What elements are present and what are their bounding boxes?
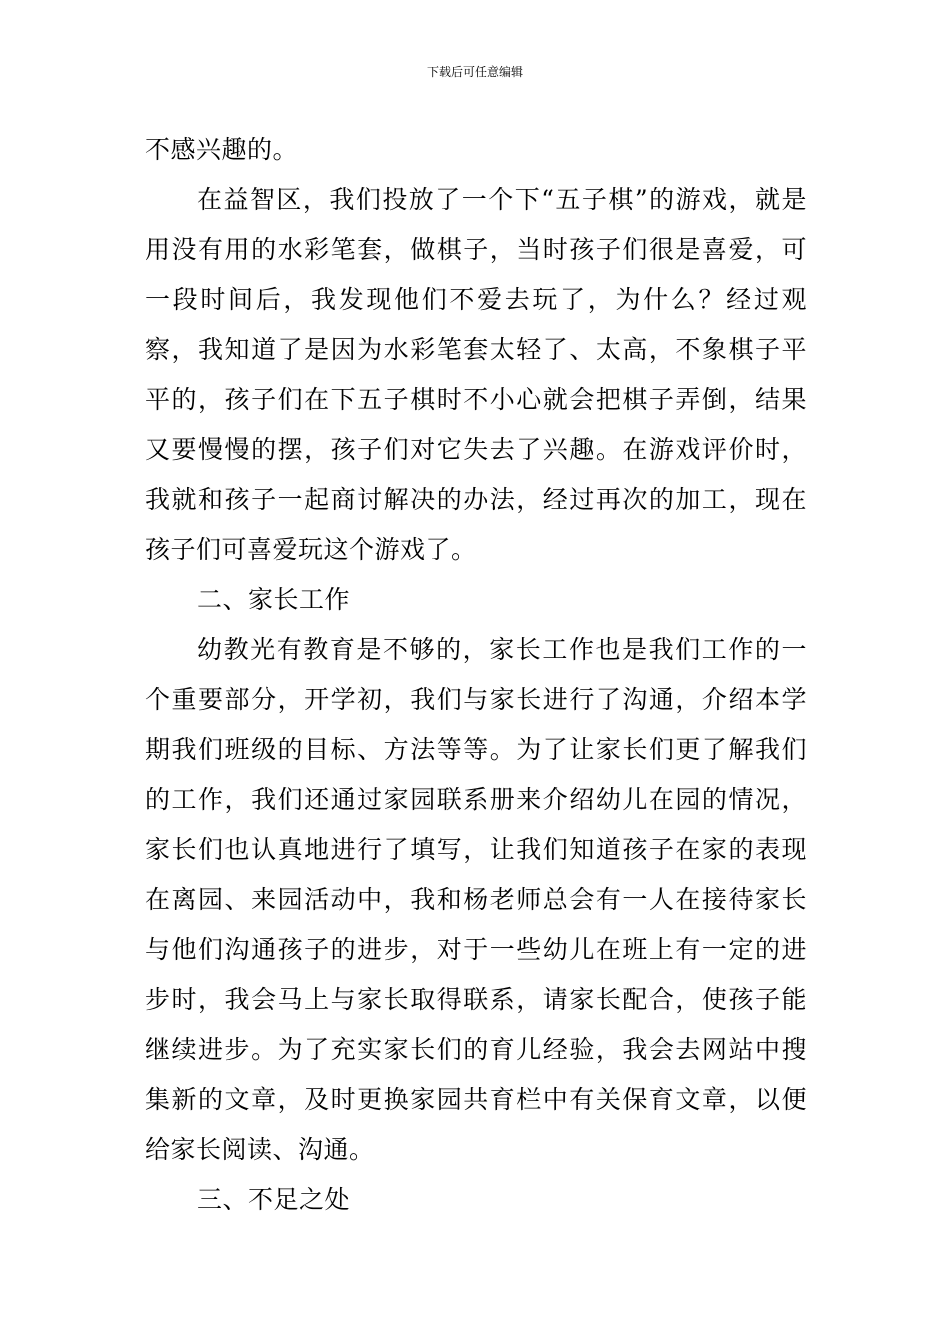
document-body — [145, 125, 807, 1225]
section-heading-shortcomings: 三、不足之处 — [197, 1185, 351, 1214]
page-header: 下载后可任意编辑 — [426, 65, 523, 79]
paragraph-continuation: 不感兴趣的。 — [145, 135, 299, 164]
paragraph-gomoku: 在益智区，我们投放了一个下“五子棋”的游戏，就是用没有用的水彩笔套，做棋子，当时孩子们很是喜爱，可一段时间后，我发现他们不爱去玩了，为什么？经过观察，我知道了是因为水彩笔套太轻了、太高，不象棋子平平的，孩子们在下五子棋时不小心就会把棋子弄倒，结果又要慢慢的摆，孩子们对它失去了兴趣。在游戏评价时，我就和孩子一起商讨解决的办法，经过再次的加工，现在孩子们可喜爱玩这个游戏了。 — [145, 185, 807, 564]
section-heading-parent-work: 二、家长工作 — [197, 585, 351, 614]
paragraph-parent-work: 幼教光有教育是不够的，家长工作也是我们工作的一个重要部分，开学初，我们与家长进行了沟通，介绍本学期我们班级的目标、方法等等。为了让家长们更了解我们的工作，我们还通过家园联系册来介绍幼儿在园的情况，家长们也认真地进行了填写，让我们知道孩子在家的表现在离园、来园活动中，我和杨老师总会有一人在接待家长与他们沟通孩子的进步，对于一些幼儿在班上有一定的进步时，我会马上与家长取得联系，请家长配合，使孩子能继续进步。为了充实家长们的育儿经验，我会去网站中搜集新的文章，及时更换家园共育栏中有关保育文章，以便给家长阅读、沟通。 — [145, 635, 807, 1164]
